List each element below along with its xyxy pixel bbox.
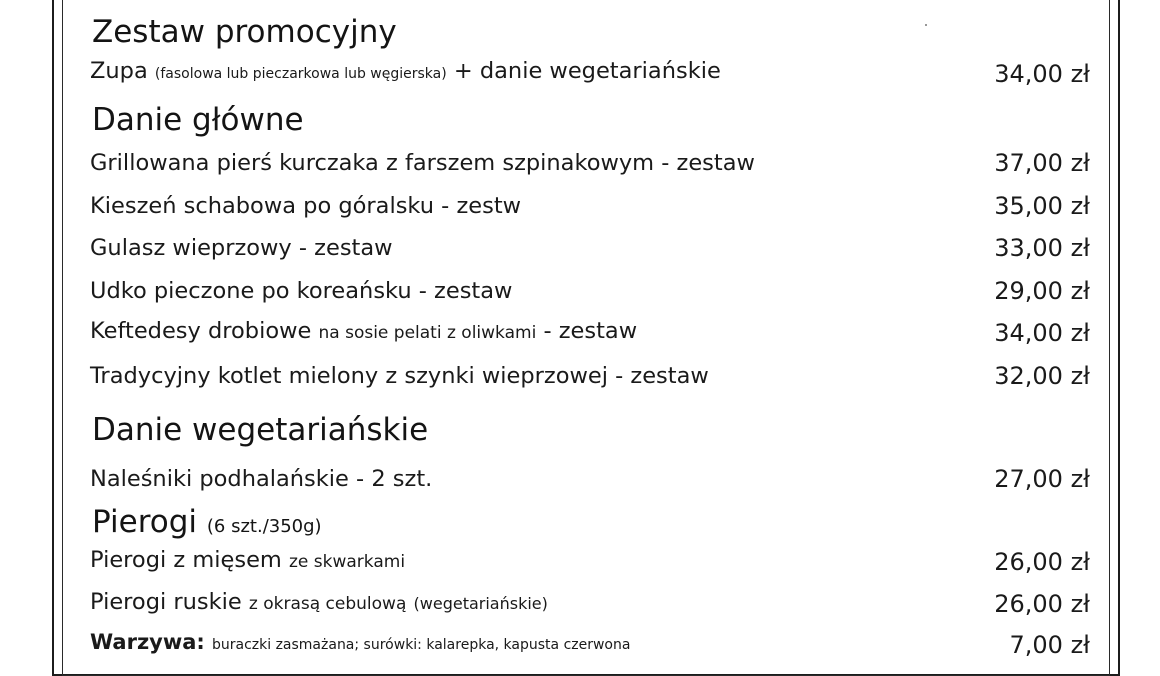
menu-item-name: Tradycyjny kotlet mielony z szynki wieprzowej - zestaw xyxy=(90,363,709,389)
menu-item-main-1 xyxy=(90,190,1090,222)
menu-item-name: Zupa (fasolowa lub pieczarkowa lub węgierska) + danie wegetariańskie xyxy=(90,58,721,84)
menu-item-price: 35,00 zł xyxy=(994,192,1090,220)
vegetarian-heading: Danie wegetariańskie xyxy=(92,412,429,448)
menu-item-name: Gulasz wieprzowy - zestaw xyxy=(90,235,393,261)
menu-item-price: 34,00 zł xyxy=(994,319,1090,347)
menu-item-pierogi-1 xyxy=(90,588,1090,620)
menu-item-note: na sosie pelati z oliwkami xyxy=(318,323,537,343)
menu-item-main-2 xyxy=(90,232,1090,264)
main-heading: Danie główne xyxy=(92,102,304,138)
menu-item-name xyxy=(90,628,630,659)
menu-item-price: 34,00 zł xyxy=(994,60,1090,88)
menu-item-price: 27,00 zł xyxy=(994,465,1090,493)
menu-item-main-3 xyxy=(90,275,1090,307)
menu-item-main-5 xyxy=(90,360,1090,392)
menu-item-note: z okrasą cebulową xyxy=(248,594,407,614)
menu-item-price: 7,00 zł xyxy=(1009,631,1090,659)
menu-item-name: Pierogi ruskie z okrasą cebulową (wegetariańskie) xyxy=(90,589,548,615)
menu-item-vegetables xyxy=(90,629,1090,661)
scan-speck xyxy=(925,24,927,26)
pierogi-heading: Pierogi (6 szt./350g) xyxy=(92,504,322,540)
menu-item-price: 33,00 zł xyxy=(994,234,1090,262)
vegetables-label: Warzywa: xyxy=(90,630,205,654)
menu-item-name: Pierogi z mięsem ze skwarkami xyxy=(90,547,406,573)
menu-item-name: Naleśniki podhalańskie - 2 szt. xyxy=(90,466,433,492)
menu-item-name: Keftedesy drobiowe na sosie pelati z oliwkami - zestaw xyxy=(90,318,638,344)
menu-item-price: 26,00 zł xyxy=(994,590,1090,618)
pierogi-heading-note: (6 szt./350g) xyxy=(206,516,322,537)
menu-item-pierogi-0 xyxy=(90,546,1090,578)
menu-item-price: 29,00 zł xyxy=(994,277,1090,305)
menu-item-price: 32,00 zł xyxy=(994,362,1090,390)
menu-item-note: (fasolowa lub pieczarkowa lub węgierska) xyxy=(154,66,447,82)
menu-item-name: Grillowana pierś kurczaka z farszem szpinakowym - zestaw xyxy=(90,150,755,176)
menu-item-name: Udko pieczone po koreańsku - zestaw xyxy=(90,278,513,304)
menu-item-promo xyxy=(90,58,1090,90)
menu-item-price: 37,00 zł xyxy=(994,149,1090,177)
menu-item-price: 26,00 zł xyxy=(994,548,1090,576)
menu-item-note: buraczki zasmażana; surówki: kalarepka, kapusta czerwona xyxy=(211,637,631,653)
menu-item-note: ze skwarkami xyxy=(289,552,406,572)
menu-item-vegetarian-0 xyxy=(90,463,1090,495)
menu-item-name: Kieszeń schabowa po góralsku - zestw xyxy=(90,193,522,219)
promo-heading: Zestaw promocyjny xyxy=(92,14,397,50)
menu-item-main-4 xyxy=(90,317,1090,349)
menu-item-main-0 xyxy=(90,147,1090,179)
